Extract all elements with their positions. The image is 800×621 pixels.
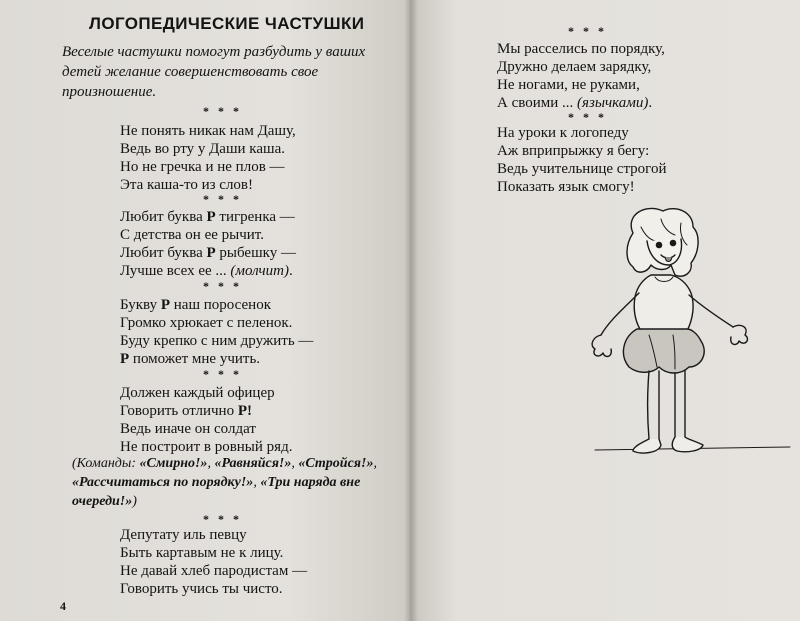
verse-line: А своими ... (язычками). xyxy=(497,95,653,111)
verse-2 xyxy=(120,208,296,280)
book-gutter xyxy=(404,0,418,621)
verse-line: На уроки к логопеду xyxy=(497,125,629,141)
verse-line: Говорить отлично Р! xyxy=(120,403,252,419)
verse-separator: * * * xyxy=(203,104,242,118)
verse-line: Лучше всех ее ... (молчит). xyxy=(120,263,293,279)
verse-line: Ведь иначе он солдат xyxy=(120,421,256,437)
verse-1 xyxy=(120,122,296,194)
verse-line: Буду крепко с ним дружить — xyxy=(120,333,314,349)
commands-note: (Команды: «Смирно!», «Равняйся!», «Стройся!», «Рассчитаться по порядку!», «Три наряда вне очереди!») xyxy=(72,456,377,509)
verse-line: Но не гречка и не плов — xyxy=(120,159,285,175)
verse-separator: * * * xyxy=(203,512,242,526)
girl-illustration xyxy=(575,205,795,475)
verse-line: Дружно делаем зарядку, xyxy=(497,59,652,75)
verse-line: Не понять никак нам Дашу, xyxy=(120,123,296,139)
verse-separator: * * * xyxy=(203,367,242,381)
verse-5 xyxy=(120,526,307,598)
right-verse-2 xyxy=(497,124,667,196)
verse-line: Депутату иль певцу xyxy=(120,527,247,543)
verse-line: С детства он ее рычит. xyxy=(120,227,264,243)
verse-line: Должен каждый офицер xyxy=(120,385,275,401)
verse-line: Не давай хлеб пародистам — xyxy=(120,563,308,579)
verse-line: Ведь учительнице строгой xyxy=(497,161,667,177)
verse-line: Не построит в ровный ряд. xyxy=(120,439,293,455)
verse-line: Эта каша-то из слов! xyxy=(120,177,254,193)
intro-text: Веселые частушки помогут разбудить у ваших детей желание совершенствовать свое произношение. xyxy=(62,44,366,100)
verse-4 xyxy=(120,384,292,456)
verse-line: Мы расселись по порядку, xyxy=(497,41,665,57)
verse-line: Говорить учись ты чисто. xyxy=(120,581,283,597)
verse-line: Не ногами, не руками, xyxy=(497,77,640,93)
page-number: 4 xyxy=(60,599,66,613)
verse-3 xyxy=(120,296,313,368)
verse-line: Букву Р наш поросенок xyxy=(120,297,271,313)
page-title: ЛОГОПЕДИЧЕСКИЕ ЧАСТУШКИ xyxy=(89,14,365,33)
verse-line: Р поможет мне учить. xyxy=(120,351,261,367)
verse-line: Быть картавым не к лицу. xyxy=(120,545,284,561)
verse-line: Любит буква Р рыбешку — xyxy=(120,245,296,261)
verse-line: Любит буква Р тигренка — xyxy=(120,209,295,225)
verse-line: Ведь во рту у Даши каша. xyxy=(120,141,285,157)
verse-separator: * * * xyxy=(568,110,607,124)
verse-line: Аж вприпрыжку я бегу: xyxy=(497,143,650,159)
verse-separator: * * * xyxy=(203,279,242,293)
verse-line: Громко хрюкает с пеленок. xyxy=(120,315,293,331)
right-verse-1 xyxy=(497,40,665,112)
verse-separator: * * * xyxy=(568,24,607,38)
verse-separator: * * * xyxy=(203,192,242,206)
verse-line: Показать язык смогу! xyxy=(497,179,635,195)
